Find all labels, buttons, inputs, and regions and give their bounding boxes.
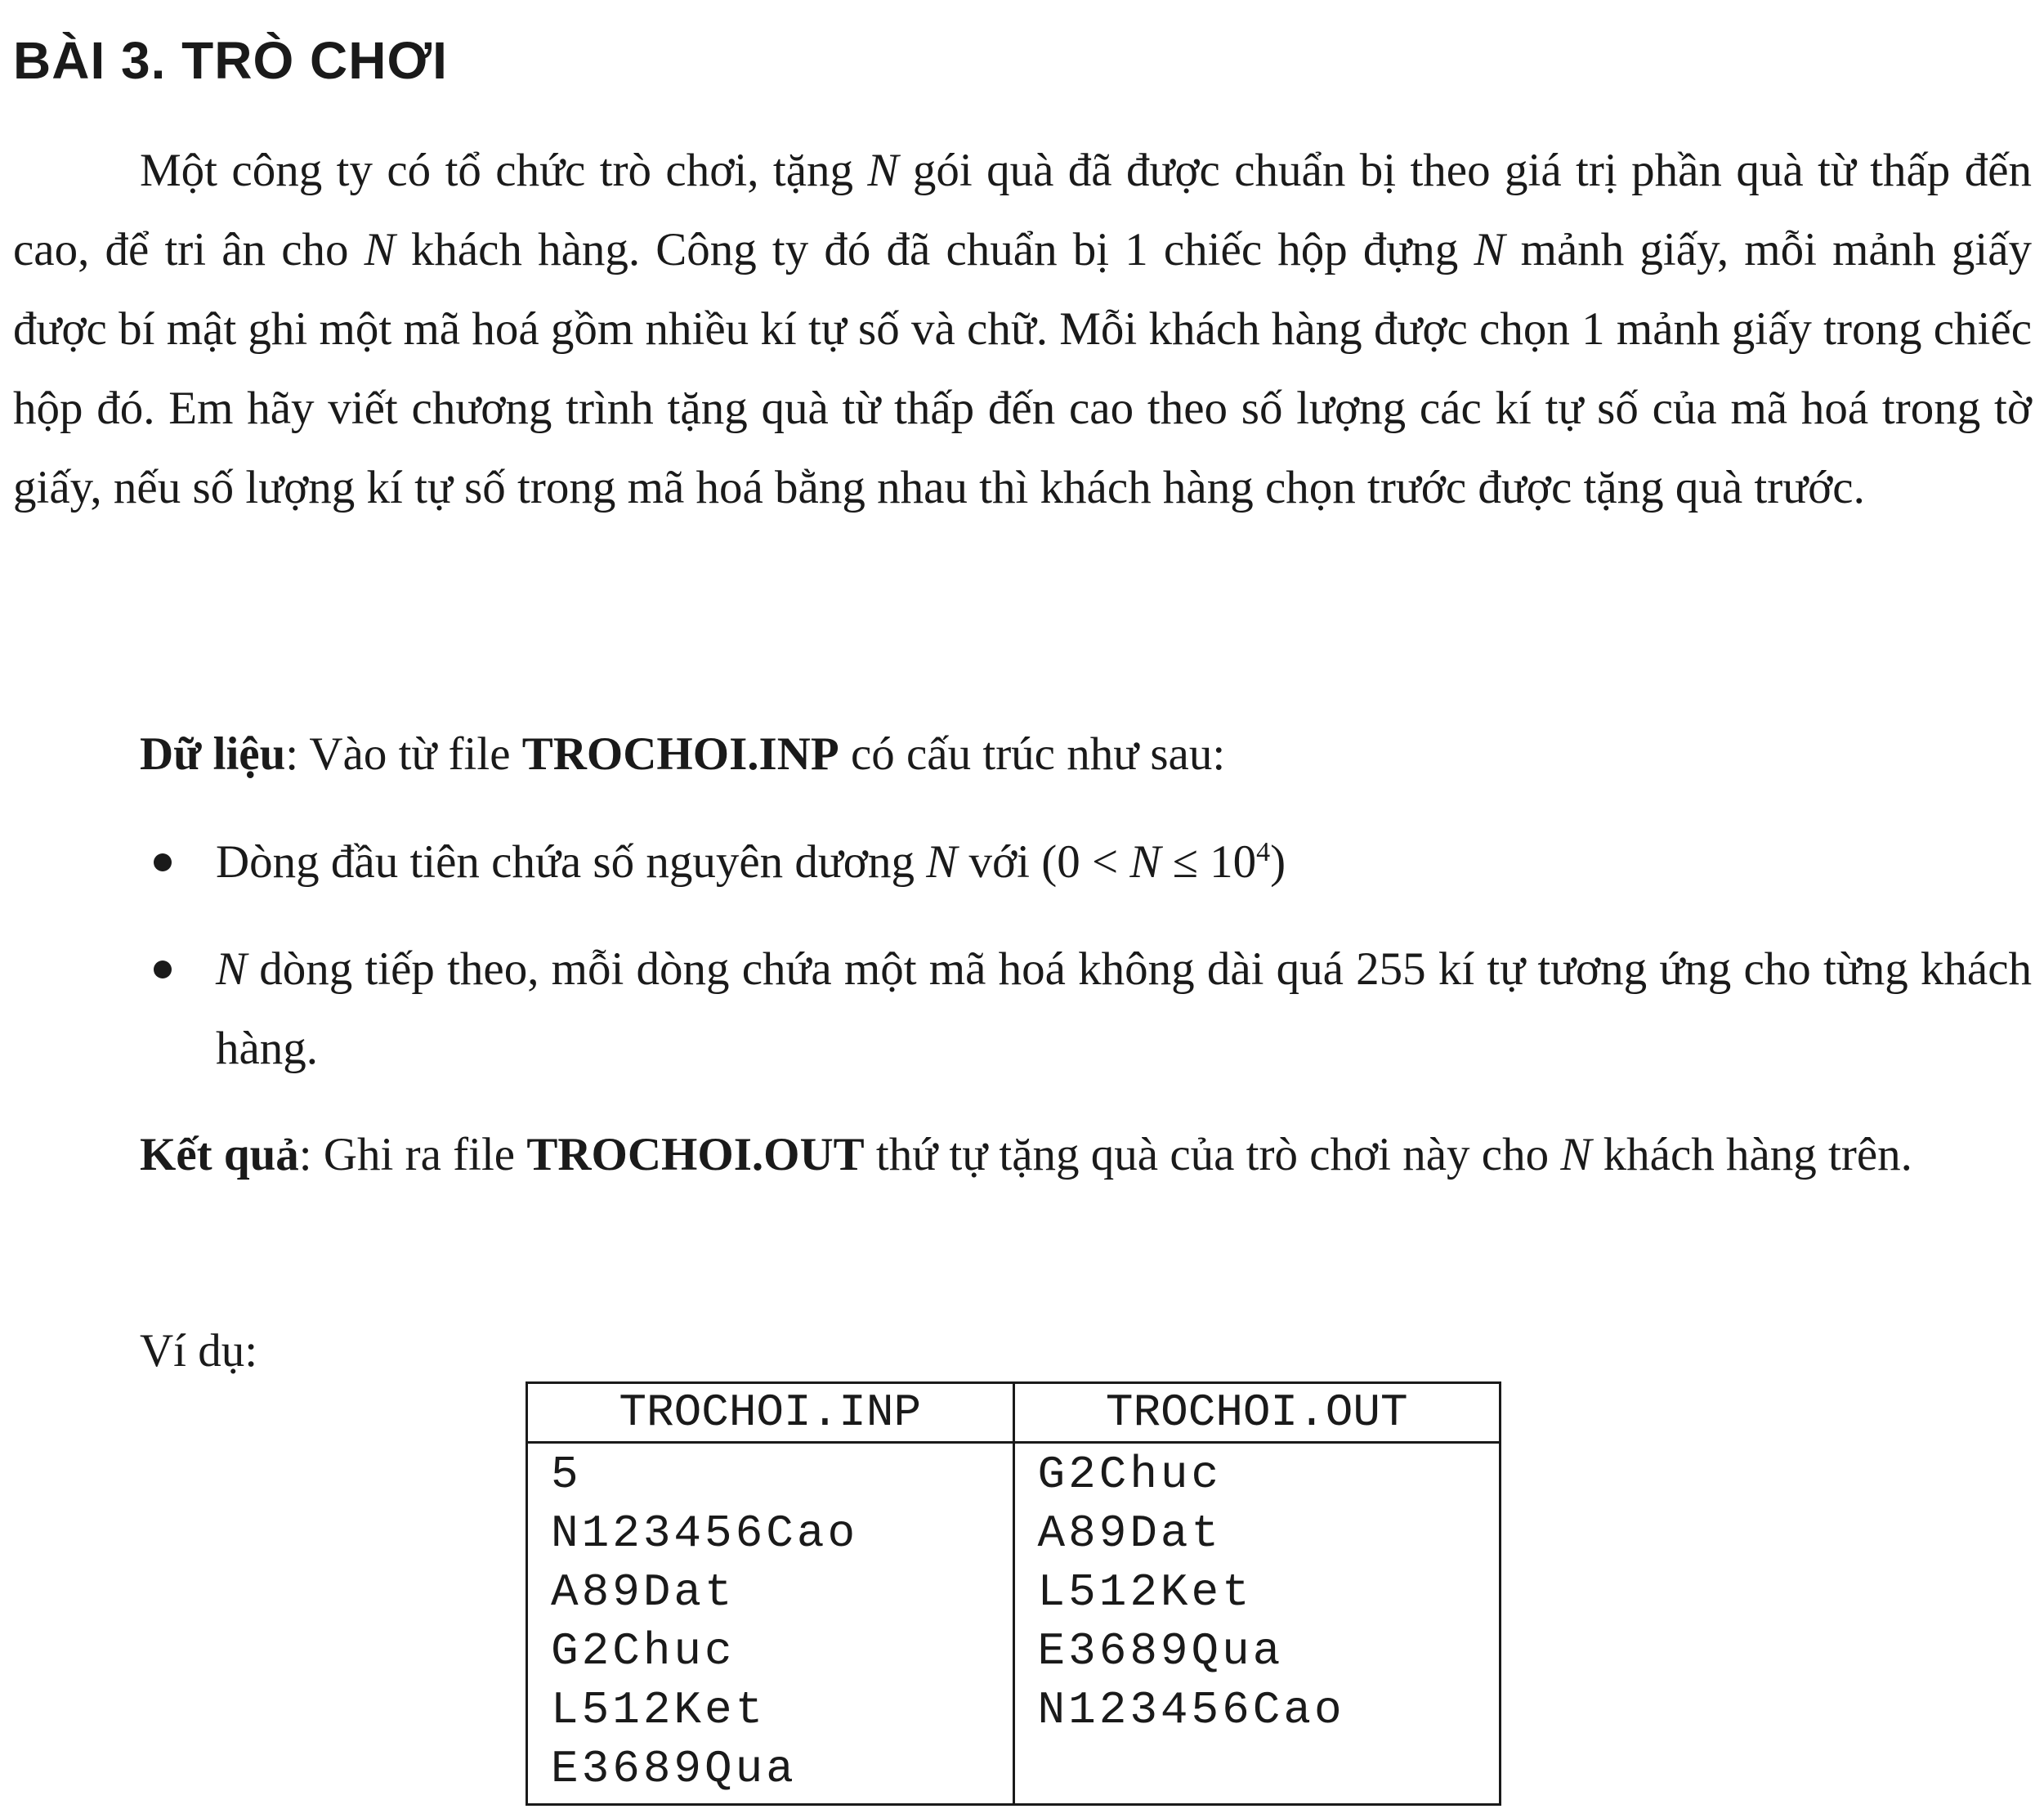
input-file-name: TROCHOI.INP: [521, 728, 839, 780]
input-section-text-1: : Vào từ file: [285, 728, 522, 780]
statement-text-4: mảnh giấy, mỗi mảnh giấy được bí mật ghi một mã hoá gồm nhiều kí tự số và chữ. Mỗi khách hàng được chọn 1 mảnh giấy trong chiếc hộp đó. Em hãy viết chương trình tặng quà từ thấp đến cao theo số lượng các kí tự số của mã hoá trong tờ giấy, nếu số lượng kí tự số trong mã hoá bằng nhau thì khách hàng chọn trước được tặng quà trước.: [13, 224, 2033, 513]
input-column-header: TROCHOI.INP: [527, 1383, 1014, 1443]
variable-n: N: [1560, 1129, 1592, 1180]
list-item: [13, 929, 2032, 1088]
input-line: N123456Cao: [551, 1507, 859, 1560]
input-line: L512Ket: [551, 1684, 767, 1736]
input-section: [13, 714, 2032, 794]
output-file-name: TROCHOI.OUT: [526, 1129, 865, 1180]
output-line: N123456Cao: [1037, 1684, 1345, 1736]
input-format-list: [13, 822, 2032, 1116]
table-header-row: [527, 1383, 1501, 1443]
problem-statement: [13, 131, 2032, 527]
output-section-text-3: khách hàng trên.: [1591, 1129, 1912, 1180]
statement-text-2: gói quà đã được chuẩn bị theo giá trị phần quà từ thấp đến cao, để tri ân cho: [13, 145, 2032, 275]
bullet-icon: [154, 960, 172, 978]
bullet-text: ≤ 10: [1161, 836, 1257, 888]
input-line: A89Dat: [551, 1566, 736, 1619]
input-section-label: Dữ liệu: [140, 728, 286, 780]
example-table: [526, 1381, 1501, 1806]
input-line: E3689Qua: [551, 1743, 797, 1795]
statement-text-1: Một công ty có tổ chức trò chơi, tặng: [140, 145, 868, 196]
bullet-text: dòng tiếp theo, mỗi dòng chứa một mã hoá không dài quá 255 kí tự tương ứng cho từng khách hàng.: [216, 943, 2032, 1074]
output-section-text-2: thứ tự tặng quà của trò chơi này cho: [864, 1129, 1561, 1180]
example-label: Ví dụ:: [140, 1325, 258, 1377]
output-section: [13, 1115, 2032, 1194]
output-line: E3689Qua: [1037, 1625, 1284, 1677]
variable-n: N: [364, 224, 396, 275]
table-row: [527, 1443, 1501, 1805]
statement-text-3: khách hàng. Công ty đó đã chuẩn bị 1 chiếc hộp đựng: [395, 224, 1474, 275]
variable-n: N: [1474, 224, 1505, 275]
variable-n: N: [216, 943, 248, 995]
output-column-header: TROCHOI.OUT: [1013, 1383, 1501, 1443]
input-line: 5: [551, 1449, 582, 1501]
output-line: L512Ket: [1037, 1566, 1253, 1619]
exponent: 4: [1256, 837, 1271, 867]
bullet-text: với (0 <: [957, 836, 1130, 888]
input-line: G2Chuc: [551, 1625, 736, 1677]
output-section-label: Kết quả: [140, 1129, 299, 1180]
output-section-text-1: : Ghi ra file: [298, 1129, 527, 1180]
input-section-text-2: có cấu trúc như sau:: [839, 728, 1226, 780]
output-line: G2Chuc: [1037, 1449, 1223, 1501]
bullet-text: ): [1270, 836, 1286, 888]
list-item: [13, 822, 2032, 902]
output-cell: [1013, 1443, 1501, 1805]
variable-n: N: [1129, 836, 1161, 888]
output-line: A89Dat: [1037, 1507, 1223, 1560]
input-cell: [527, 1443, 1014, 1805]
problem-title: BÀI 3. TRÒ CHƠI: [13, 31, 448, 90]
variable-n: N: [926, 836, 958, 888]
bullet-icon: [154, 853, 172, 871]
variable-n: N: [867, 145, 899, 196]
bullet-text: Dòng đầu tiên chứa số nguyên dương: [216, 836, 927, 888]
